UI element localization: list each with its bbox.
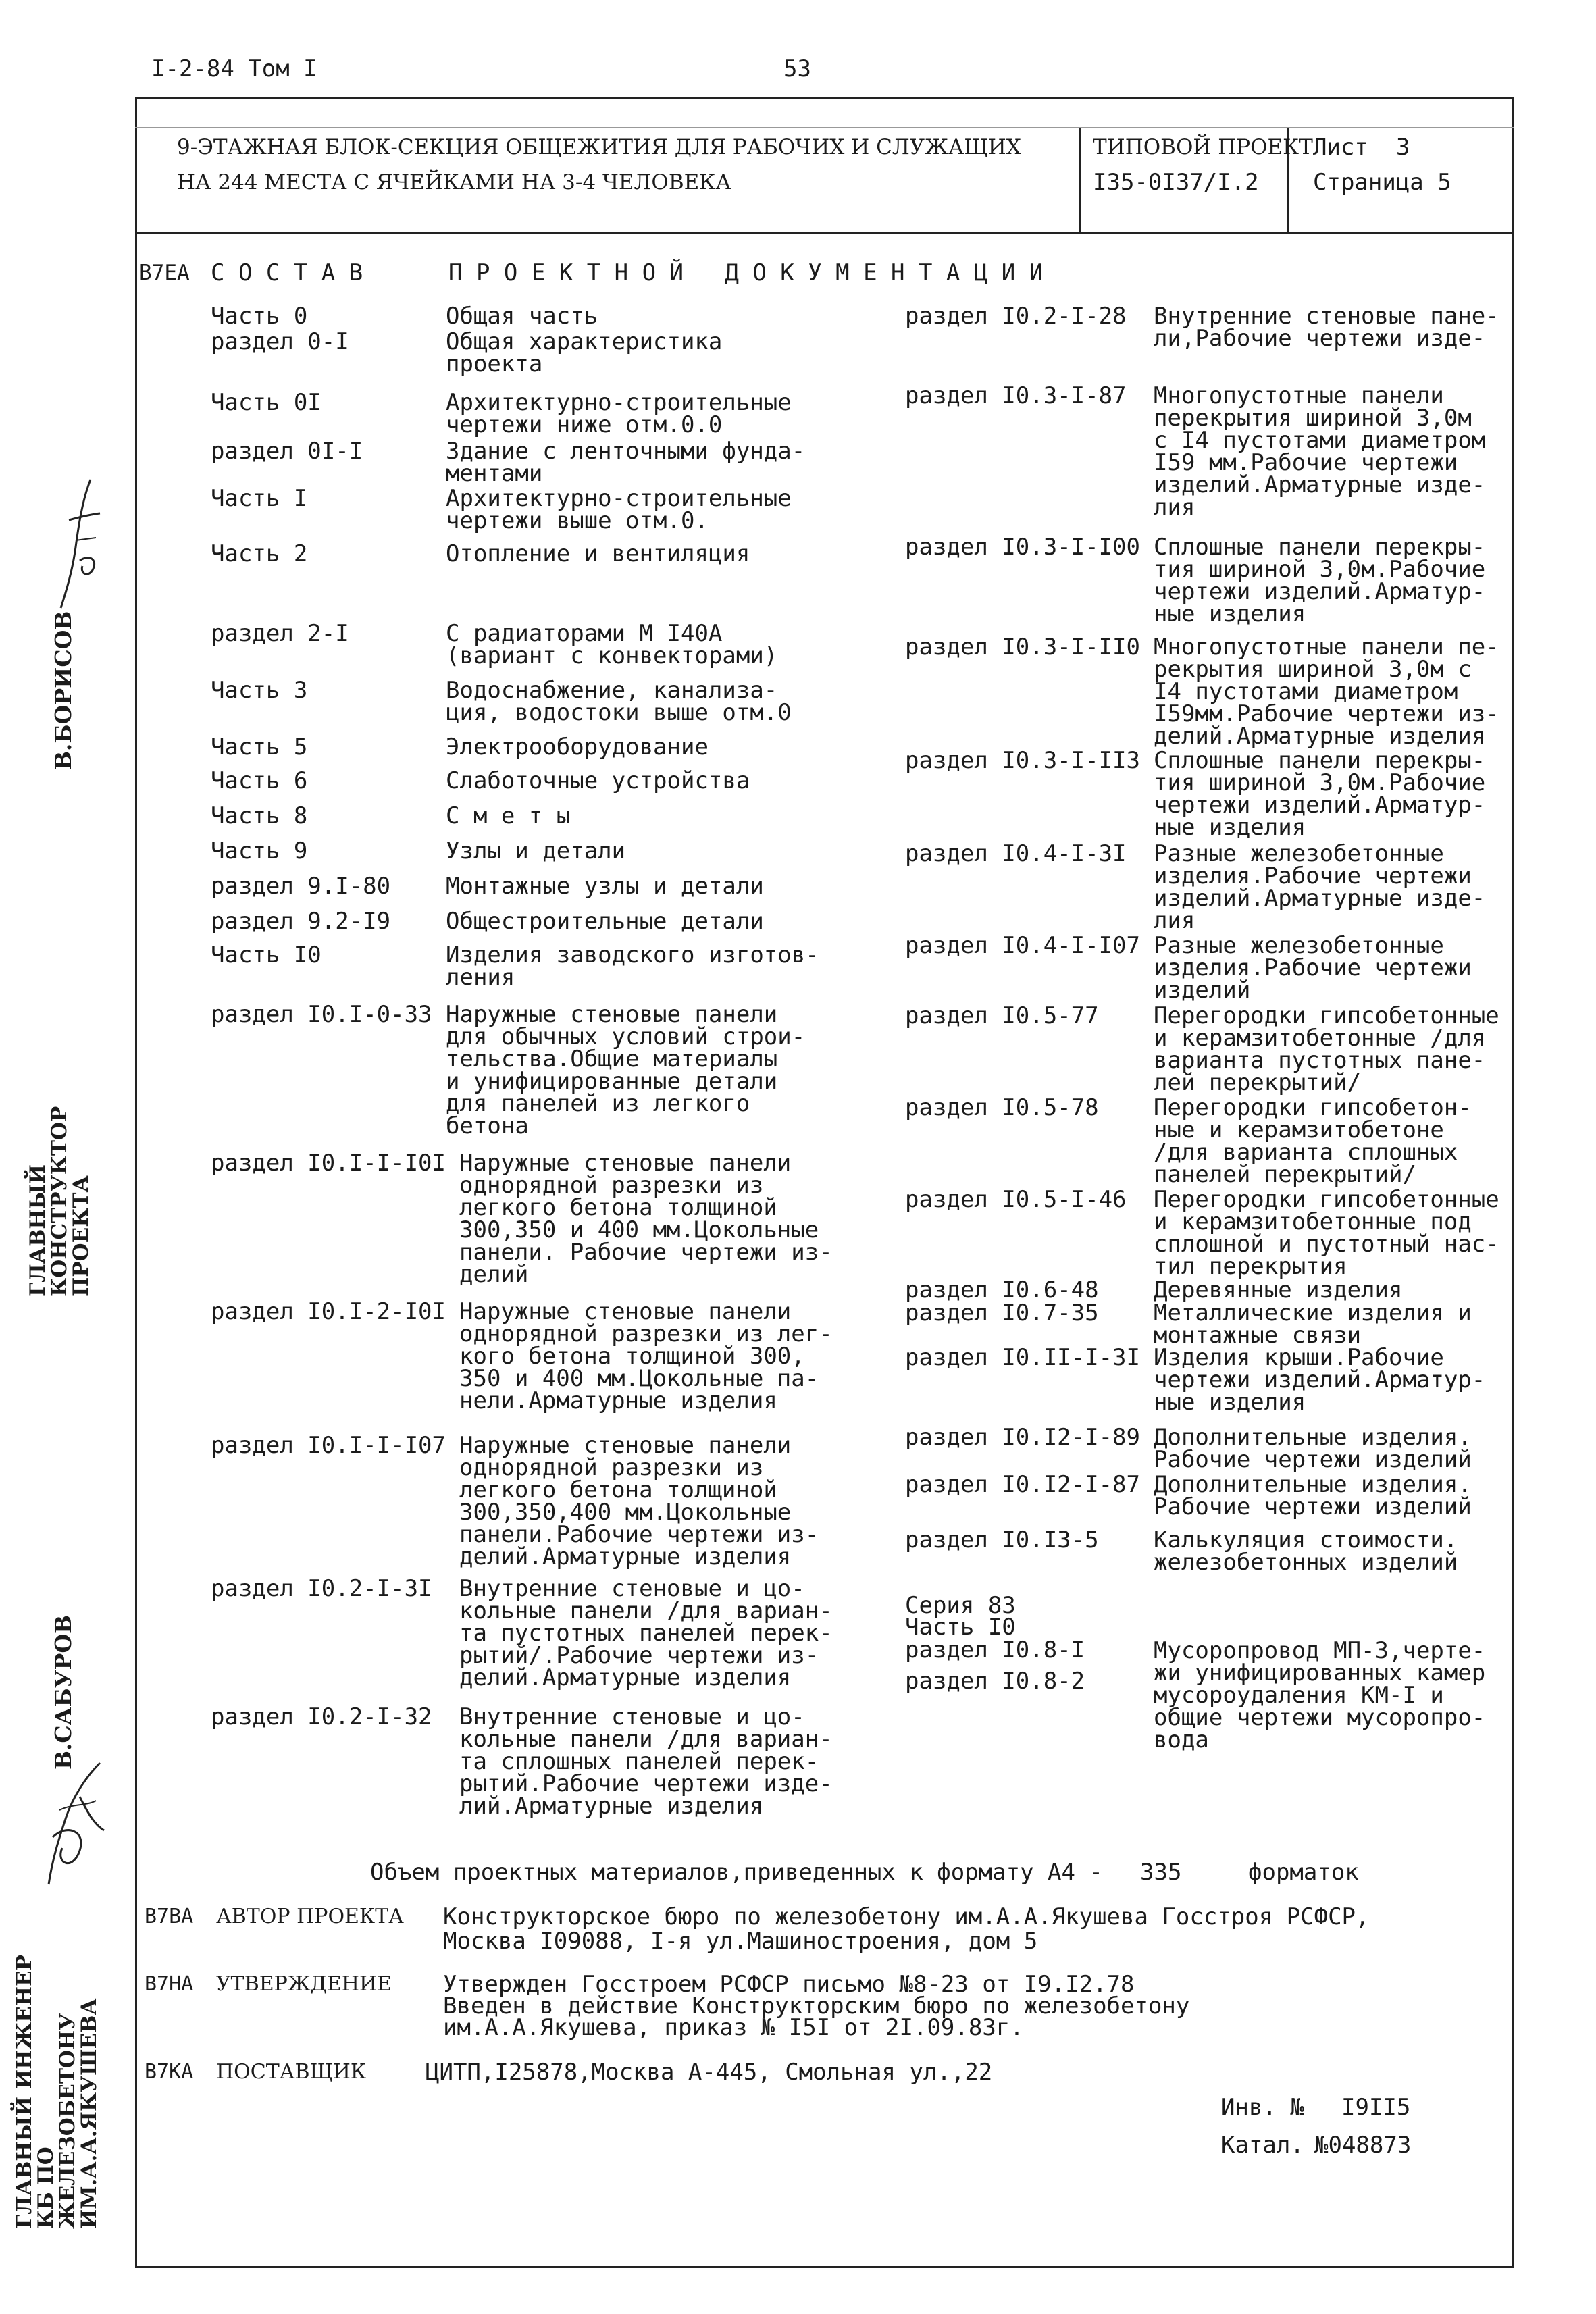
- left-section-code: раздел I0.2-I-32: [211, 1703, 432, 1730]
- left-section-title: Наружные стеновые панели для обычных условий строи- тельства.Общие материалы и унифицированные детали для панелей из легкого бетона: [446, 1001, 806, 1139]
- volume-text: Объем проектных материалов,приведенных к формату А4 -: [370, 1859, 1103, 1886]
- left-section-title: Изделия заводского изготов- ления: [446, 942, 819, 991]
- right-section-title: Многопустотные панели перекрытия шириной 3,0м с I4 пустотами диаметром I59 мм.Рабочие чертежи изделий.Арматурные изде- лия: [1154, 382, 1486, 521]
- inventory-value: I9II5: [1341, 2094, 1411, 2121]
- right-section-code: раздел I0.2-I-28: [905, 303, 1127, 330]
- right-section-code: раздел I0.3-I-II3: [905, 747, 1140, 774]
- left-section-code: Часть I0: [211, 942, 321, 969]
- title-line-2: НА 244 МЕСТА С ЯЧЕЙКАМИ НА 3-4 ЧЕЛОВЕКА: [177, 170, 731, 195]
- right-section-code: раздел I0.5-I-46: [905, 1186, 1127, 1213]
- right-section-title: Перегородки гипсобетонные и керамзитобетонные /для варианта пустотных пане- лей перекрытий/: [1154, 1002, 1499, 1096]
- left-section-title: Электрооборудование: [446, 734, 709, 761]
- right-section-title: Металлические изделия и монтажные связи: [1154, 1300, 1472, 1349]
- inventory-label: Инв. №: [1221, 2094, 1304, 2121]
- left-section-code: Часть 0I: [211, 389, 321, 416]
- left-section-title: Наружные стеновые панели однорядной разрезки из легкого бетона толщиной 300,350,400 мм.Цокольные панели.Рабочие чертежи из- делий.Арматурные изделия: [459, 1432, 819, 1570]
- author-code: В7ВА: [145, 1905, 194, 1928]
- right-section-title: Сплошные панели перекры- тия шириной 3,0м.Рабочие чертежи изделий.Арматур- ные изделия: [1154, 534, 1486, 627]
- right-section-code: раздел I0.I2-I-87: [905, 1471, 1140, 1498]
- sheet-number: Лист 3: [1313, 134, 1410, 161]
- left-section-code: Часть 8: [211, 802, 308, 829]
- section-heading-1: С О С Т А В: [211, 259, 363, 286]
- left-section-title: Архитектурно-строительные чертежи ниже отм.0.0: [446, 389, 792, 438]
- right-section-title: Разные железобетонные изделия.Рабочие чертежи изделий.Арматурные изде- лия: [1154, 840, 1486, 934]
- series-text: Мусоропровод МП-3,черте- жи унифицированных камер мусороудаления КМ-I и общие чертежи мусоропро- вода: [1154, 1637, 1486, 1753]
- left-section-code: Часть 0: [211, 303, 308, 330]
- left-section-code: раздел 2-I: [211, 620, 349, 647]
- left-section-code: Часть 3: [211, 677, 308, 704]
- series-label: I-2-84 Том I: [151, 55, 317, 82]
- left-section-code: раздел 9.2-I9: [211, 908, 391, 935]
- title-divider-1: [1079, 127, 1081, 233]
- title-rule: [135, 127, 1514, 128]
- approval-line-1: Утвержден Госстроем РСФСР письмо №8-23 от I9.I2.78: [443, 1971, 1135, 1998]
- left-section-title: Общестроительные детали: [446, 908, 764, 935]
- left-section-title: Монтажные узлы и детали: [446, 873, 764, 900]
- right-section-code: раздел I0.3-I-I00: [905, 534, 1140, 561]
- right-section-code: раздел I0.I3-5: [905, 1526, 1099, 1553]
- left-section-code: раздел I0.I-2-I0I: [211, 1298, 446, 1325]
- series-line-3: раздел I0.8-I: [905, 1637, 1085, 1664]
- series-line-2: Часть I0: [905, 1614, 1016, 1641]
- left-section-title: Внутренние стеновые и цо- кольные панели /для вариан- та пустотных панелей перек- рытий/.Рабочие чертежи из- делий.Арматурные изделия: [459, 1575, 833, 1691]
- title-line-1: 9-ЭТАЖНАЯ БЛОК-СЕКЦИЯ ОБЩЕЖИТИЯ ДЛЯ РАБОЧИХ И СЛУЖАЩИХ: [177, 135, 1021, 159]
- volume-unit: форматок: [1248, 1859, 1359, 1886]
- left-section-code: Часть I: [211, 485, 308, 512]
- section-code: В7ЕА: [139, 261, 190, 285]
- author-line-2: Москва I09088, I-я ул.Машиностроения, дом 5: [443, 1928, 1038, 1955]
- left-section-code: Часть 9: [211, 838, 308, 865]
- left-section-title: Отопление и вентиляция: [446, 540, 750, 567]
- right-section-title: Калькуляция стоимости. железобетонных изделий: [1154, 1526, 1458, 1576]
- left-section-title: Наружные стеновые панели однорядной разрезки из лег- кого бетона толщиной 300, 350 и 400 мм.Цокольные па- нели.Арматурные изделия: [459, 1298, 833, 1414]
- right-section-title: Разные железобетонные изделия.Рабочие чертежи изделий: [1154, 932, 1472, 1004]
- left-section-title: С м е т ы: [446, 802, 571, 829]
- right-section-code: раздел I0.4-I-3I: [905, 840, 1127, 867]
- right-section-code: раздел I0.II-I-3I: [905, 1344, 1140, 1371]
- left-section-code: раздел 9.I-80: [211, 873, 391, 900]
- author-label: АВТОР ПРОЕКТА: [216, 1905, 404, 1928]
- margin-role-chief-designer: ГЛАВНЫЙ КОНСТРУКТОР ПРОЕКТА: [26, 1106, 93, 1297]
- left-section-code: раздел 0I-I: [211, 438, 363, 465]
- right-section-code: раздел I0.5-77: [905, 1002, 1099, 1029]
- left-section-code: Часть 6: [211, 767, 308, 794]
- right-section-code: раздел I0.6-48: [905, 1277, 1099, 1304]
- signature-borisov-icon: [49, 473, 109, 615]
- right-section-title: Многопустотные панели пе- рекрытия шириной 3,0м с I4 пустотами диаметром I59мм.Рабочие чертежи из- делий.Арматурные изделия: [1154, 634, 1499, 750]
- left-section-title: Слаботочные устройства: [446, 767, 750, 794]
- left-section-title: Внутренние стеновые и цо- кольные панели /для вариан- та сплошных панелей перек- рытий.Рабочие чертежи изде- лий.Арматурные изделия: [459, 1703, 833, 1820]
- margin-name-borisov: В.БОРИСОВ: [50, 611, 76, 770]
- left-section-title: Наружные стеновые панели однорядной разрезки из легкого бетона толщиной 300,350 и 400 мм.Цокольные панели. Рабочие чертежи из- делий: [459, 1150, 833, 1288]
- left-section-code: раздел 0-I: [211, 328, 349, 355]
- right-section-title: Перегородки гипсобетонные и керамзитобетонные под сплошной и пустотный нас- тил перекрытия: [1154, 1186, 1499, 1280]
- margin-name-saburov: В.САБУРОВ: [50, 1615, 76, 1770]
- right-section-code: раздел I0.3-I-II0: [905, 634, 1140, 661]
- author-line-1: Конструкторское бюро по железобетону им.А.А.Якушева Госстроя РСФСР,: [443, 1903, 1370, 1930]
- left-section-title: С радиаторами М I40А (вариант с конвекторами): [446, 620, 778, 669]
- approval-line-3: им.А.А.Якушева, приказ № I5I от 2I.09.83г.: [443, 2014, 1024, 2041]
- approval-line-2: Введен в действие Конструкторским бюро по железобетону: [443, 1992, 1190, 2020]
- margin-role-chief-engineer: ГЛАВНЫЙ ИНЖЕНЕР КБ ПО ЖЕЛЕЗОБЕТОНУ ИМ.А.А.ЯКУШЕВА: [12, 1955, 101, 2229]
- right-section-title: Дополнительные изделия. Рабочие чертежи изделий: [1154, 1424, 1472, 1473]
- signature-saburov-icon: [39, 1756, 113, 1891]
- right-section-code: раздел I0.I2-I-89: [905, 1424, 1140, 1451]
- left-section-code: раздел I0.I-0-33: [211, 1001, 432, 1028]
- left-section-code: раздел I0.2-I-3I: [211, 1575, 432, 1602]
- right-section-title: Изделия крыши.Рабочие чертежи изделий.Арматур- ные изделия: [1154, 1344, 1486, 1416]
- left-section-title: Общая часть: [446, 303, 598, 330]
- left-section-code: раздел I0.I-I-I0I: [211, 1150, 446, 1177]
- catalog-label: Катал.: [1221, 2132, 1304, 2159]
- left-section-title: Общая характеристика проекта: [446, 328, 723, 378]
- approval-label: УТВЕРЖДЕНИЕ: [216, 1972, 392, 1996]
- right-section-title: Деревянные изделия: [1154, 1277, 1403, 1304]
- project-label: ТИПОВОЙ ПРОЕКТ: [1093, 135, 1313, 159]
- section-heading-2: П Р О Е К Т Н О Й Д О К У М Е Н Т А Ц И И: [448, 259, 1044, 286]
- right-section-code: раздел I0.3-I-87: [905, 382, 1127, 409]
- left-section-title: Архитектурно-строительные чертежи выше отм.0.: [446, 485, 792, 534]
- supplier-line-1: ЦИТП,I25878,Москва А-445, Смольная ул.,22: [426, 2059, 993, 2086]
- left-section-title: Здание с ленточными фунда- ментами: [446, 438, 806, 487]
- right-section-code: раздел I0.4-I-I07: [905, 932, 1140, 959]
- volume-count: 335: [1140, 1859, 1182, 1886]
- supplier-code: В7КА: [145, 2060, 194, 2084]
- project-code: I35-0I37/I.2: [1093, 169, 1259, 196]
- left-section-code: Часть 2: [211, 540, 308, 567]
- right-section-title: Дополнительные изделия. Рабочие чертежи изделий: [1154, 1471, 1472, 1520]
- left-section-title: Узлы и детали: [446, 838, 626, 865]
- page-number: 53: [783, 55, 811, 82]
- catalog-value: №048873: [1314, 2132, 1412, 2159]
- approval-code: В7НА: [145, 1972, 194, 1996]
- right-section-code: раздел I0.5-78: [905, 1094, 1099, 1121]
- left-section-code: Часть 5: [211, 734, 308, 761]
- right-section-title: Сплошные панели перекры- тия шириной 3,0м.Рабочие чертежи изделий.Арматур- ные изделия: [1154, 747, 1486, 841]
- right-section-title: Перегородки гипсобетон- ные и керамзитобетоне /для варианта сплошных панелей перекрытий/: [1154, 1094, 1472, 1188]
- title-divider-horizontal: [135, 232, 1514, 234]
- right-section-code: раздел I0.7-35: [905, 1300, 1099, 1327]
- series-line-4: раздел I0.8-2: [905, 1668, 1085, 1695]
- series-line-1: Серия 83: [905, 1592, 1016, 1619]
- right-section-title: Внутренние стеновые пане- ли,Рабочие чертежи изде-: [1154, 303, 1499, 352]
- left-section-title: Водоснабжение, канализа- ция, водостоки выше отм.0: [446, 677, 792, 726]
- left-section-code: раздел I0.I-I-I07: [211, 1432, 446, 1459]
- supplier-label: ПОСТАВЩИК: [216, 2060, 367, 2084]
- page-label: Страница 5: [1313, 169, 1451, 196]
